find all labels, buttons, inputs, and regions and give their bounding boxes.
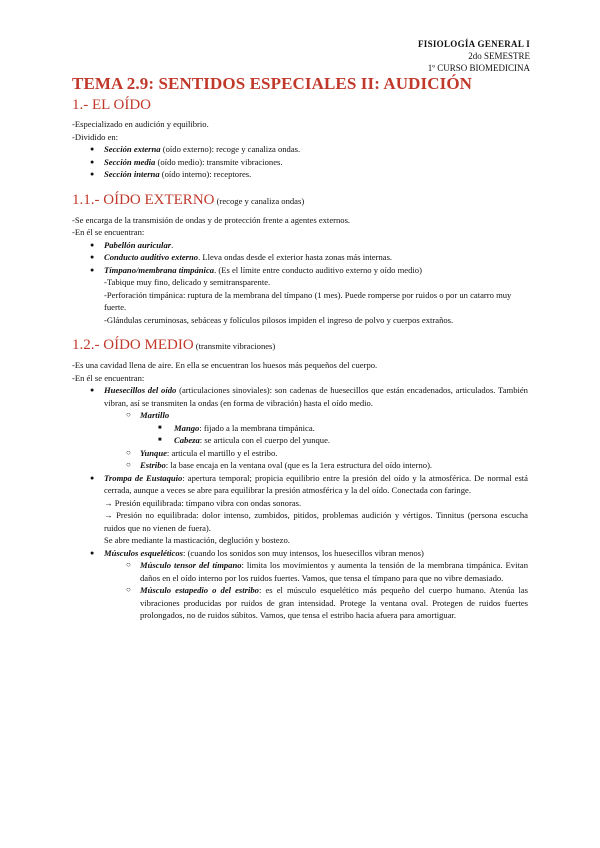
term-description: (oído externo): recoge y canaliza ondas.	[160, 144, 301, 154]
heading-subtitle: (transmite vibraciones)	[193, 341, 276, 351]
term-description: (oído medio): transmite vibraciones.	[155, 156, 283, 167]
term-description: (articulaciones sinoviales): son cadenas de huesecillos que están encadenados, articulados. También vibran, así se transmiten la ondas (en forma de vibración) hasta el oído medio.	[104, 385, 528, 408]
list-item	[158, 434, 528, 447]
sub-paragraph: -Perforación timpánica: ruptura de la membrana del tímpano (1 mes). Puede romperse por ruidos o por un catarro muy fuerte.	[104, 289, 512, 312]
list-item	[126, 409, 528, 447]
term: Martillo	[140, 410, 170, 420]
list-item	[126, 584, 528, 622]
term-description: : apertura temporal; propicia equilibrio entre la presión del oído y la atmosférica. De normal está cerrada, aunque a veces se abre para equilibrar la presión atmosférica y la del oído. Conectada con faringe.	[104, 472, 528, 495]
term: Sección interna	[104, 169, 160, 179]
term-description: : se articula con el cuerpo del yunque.	[199, 435, 331, 445]
list-item	[90, 251, 528, 264]
list-item	[90, 472, 528, 547]
term: Conducto auditivo externo	[104, 252, 199, 262]
list-item	[126, 459, 528, 472]
term-description: : (cuando los sonidos son muy intensos, los huesecillos vibran menos)	[183, 547, 424, 558]
term: Cabeza	[174, 435, 200, 445]
document-header	[418, 38, 530, 74]
list-item	[90, 143, 528, 156]
term-description: : es el músculo esquelético más pequeño del cuerpo humano. Atenúa las vibraciones producidas por ruidos de gran intensidad. Protege la ventana oval. Protegen de ruidos fuertes prolongados, no de ruidos súbitos. Vamos, que tensa el estribo hacia afuera para amortiguar.	[140, 585, 528, 620]
header-semester: 2do SEMESTRE	[468, 51, 530, 61]
term-description: : fijado a la membrana timpánica.	[199, 422, 315, 433]
paragraph: -Se encarga de la transmisión de ondas y de protección frente a agentes externos.	[72, 214, 351, 225]
paragraph: -En él se encuentran:	[72, 227, 145, 237]
term: Músculos esqueléticos	[104, 547, 184, 558]
sub-paragraph: -Glándulas ceruminosas, sebáceas y folículos pilosos impiden el ingreso de polvo y cuerpos extraños.	[104, 314, 454, 325]
section-heading-oido-externo	[72, 191, 528, 210]
paragraph: -Dividido en:	[72, 131, 119, 142]
term: Estribo	[140, 460, 166, 470]
heading-text: 1.1.- OÍDO EXTERNO	[72, 191, 215, 208]
bullet-list	[90, 384, 528, 622]
header-course: 1º CURSO BIOMEDICINA	[427, 63, 530, 73]
term: Sección media	[104, 156, 156, 167]
sub-paragraph: → Presión no equilibrada: dolor intenso, zumbidos, pitidos, problemas audición y vértigos. Tinnitus (persona escucha ruidos que no vienen de fuera).	[104, 510, 528, 533]
heading-subtitle: (recoge y canaliza ondas)	[214, 195, 305, 206]
bullet-list	[90, 143, 528, 181]
term: Trompa de Eustaquio	[104, 472, 183, 483]
term-description: .	[171, 239, 174, 250]
paragraph: -Especializado en audición y equilibrio.	[72, 119, 209, 129]
sub-sub-list	[158, 422, 528, 447]
term: Sección externa	[104, 144, 161, 154]
header-subject: FISIOLOGÍA GENERAL I	[417, 39, 530, 49]
list-item	[126, 559, 528, 584]
sub-list	[126, 559, 528, 622]
sub-paragraph: → Presión equilibrada: tímpano vibra con ondas sonoras.	[104, 497, 302, 508]
term: Mango	[174, 422, 200, 433]
heading-text: 1.2.- OÍDO MEDIO	[72, 337, 194, 353]
term-description: . Lleva ondas desde el exterior hasta zonas más internas.	[198, 252, 393, 262]
list-item	[90, 264, 528, 327]
list-item	[90, 168, 528, 181]
list-item	[158, 422, 528, 435]
term: Pabellón auricular	[104, 239, 172, 250]
document-body	[72, 96, 528, 622]
sub-paragraph: Se abre mediante la masticación, deglución y bostezo.	[104, 535, 290, 545]
section-heading-oido: 1.- EL OÍDO	[72, 97, 152, 113]
term: Huesecillos del oído	[104, 385, 177, 395]
page-title: TEMA 2.9: SENTIDOS ESPECIALES II: AUDICIÓN	[72, 74, 473, 93]
list-item	[90, 384, 528, 472]
sub-list	[126, 409, 528, 472]
paragraph: -En él se encuentran:	[72, 372, 145, 383]
term-description: . (Es el límite entre conducto auditivo externo y oído medio)	[214, 264, 422, 275]
term: Músculo tensor del tímpano	[140, 560, 242, 570]
term-description: : la base encaja en la ventana oval (que es la 1era estructura del oído interno).	[165, 460, 433, 470]
paragraph: -Es una cavidad llena de aire. En ella se encuentran los huesos más pequeños del cuerpo.	[72, 360, 378, 370]
sub-paragraph: -Tabique muy fino, delicado y semitransparente.	[104, 277, 271, 287]
list-item	[90, 156, 528, 169]
list-item	[126, 447, 528, 460]
term-description: : limita los movimientos y aumenta la tensión de la membrana timpánica. Evitan daños en el oído interno por los ruidos fuertes. Vamos, que tensa el tímpano para que no vibre demasiado.	[140, 560, 528, 583]
list-item	[90, 239, 528, 252]
term: Yunque	[140, 447, 167, 458]
bullet-list	[90, 239, 528, 327]
term-description: : articula el martillo y el estribo.	[166, 447, 278, 458]
term: Tímpano/membrana timpánica	[104, 264, 215, 275]
list-item	[90, 547, 528, 622]
term-description: (oído interno): receptores.	[159, 169, 252, 179]
section-heading-oido-medio	[72, 336, 528, 355]
term: Músculo estapedio o del estribo	[140, 585, 259, 595]
